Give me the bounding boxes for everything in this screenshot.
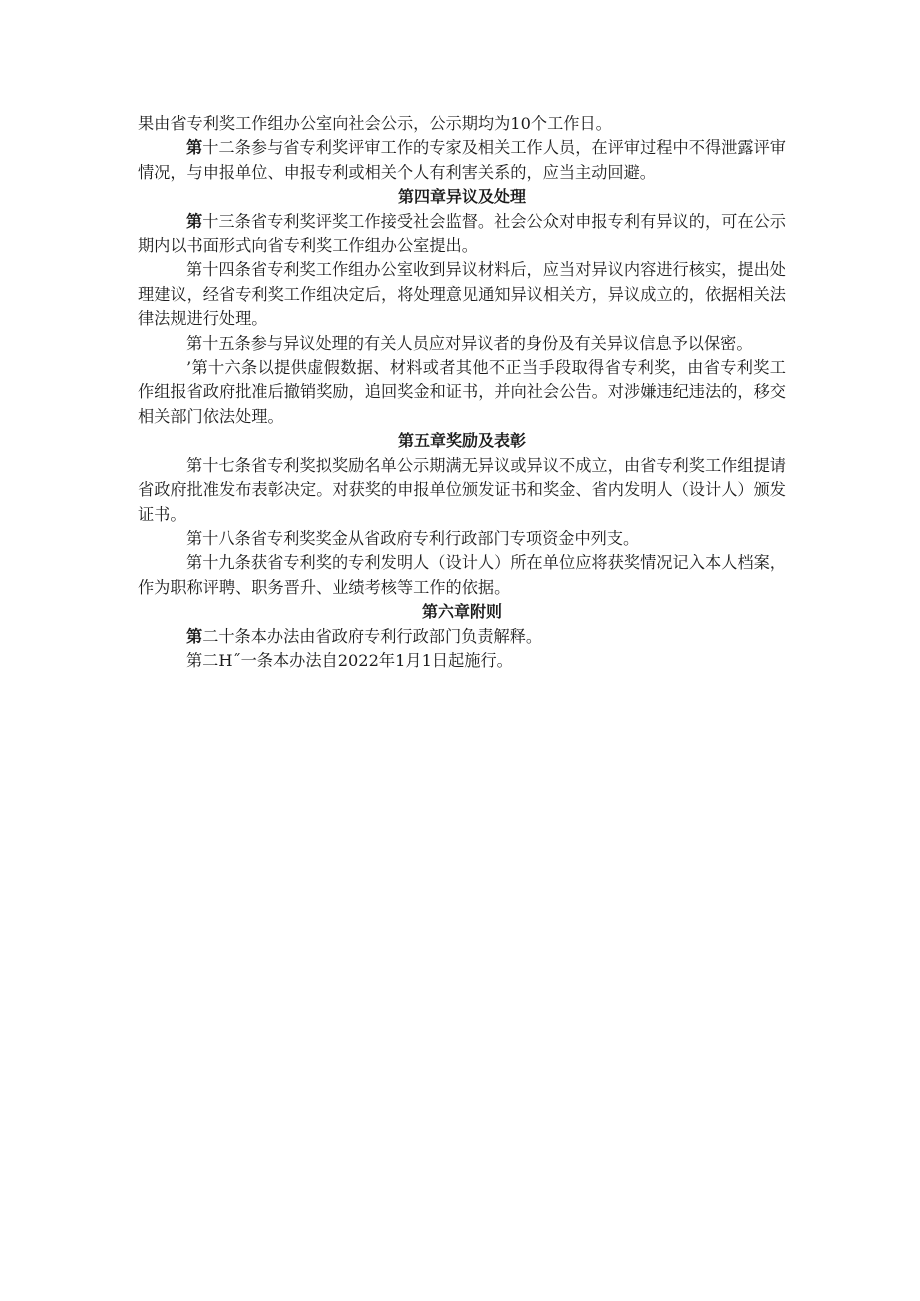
article-lead: 第 xyxy=(186,211,203,231)
paragraph-text: 果由省专利奖工作组办公室向社会公示，公示期均为10个工作日。 xyxy=(138,114,612,133)
article-15-paragraph xyxy=(138,332,786,356)
paragraph-text: 第二H˝一条本办法自2022年1月1日起施行。 xyxy=(186,650,513,670)
article-20-paragraph xyxy=(138,625,786,649)
paragraph-continuation xyxy=(138,112,786,136)
paragraph-text: 第十五条参与异议处理的有关人员应对异议者的身份及有关异议信息予以保密。 xyxy=(186,333,753,353)
paragraph-text: 十二条参与省专利奖评审工作的专家及相关工作人员，在评审过程中不得泄露评审情况，与申报单位、申报专利或相关个人有利害关系的，应当主动回避。 xyxy=(138,138,786,182)
chapter-4-heading: 第四章异议及处理 xyxy=(397,187,526,207)
article-21-paragraph xyxy=(138,649,786,673)
paragraph-text: 第十四条省专利奖工作组办公室收到异议材料后，应当对异议内容进行核实，提出处理建议，经省专利奖工作组决定后，将处理意见通知异议相关方，异议成立的，依据相关法律法规进行处理。 xyxy=(138,260,786,329)
article-16-paragraph xyxy=(138,356,786,429)
article-18-paragraph xyxy=(138,527,786,551)
document-page xyxy=(138,112,786,673)
paragraph-text: 第十九条获省专利奖的专利发明人（设计人）所在单位应将获奖情况记入本人档案，作为职称评聘、职务晋升、业绩考核等工作的依据。 xyxy=(138,553,786,597)
article-13-paragraph xyxy=(138,210,786,259)
article-lead: 第 xyxy=(186,626,203,646)
paragraph-text: 十三条省专利奖评奖工作接受社会监督。社会公众对申报专利有异议的，可在公示期内以书面形式向省专利奖工作组办公室提出。 xyxy=(138,211,786,256)
paragraph-text: 二十条本办法由省政府专利行政部门负责解释。 xyxy=(202,626,543,646)
article-17-paragraph xyxy=(138,454,786,527)
chapter-6-heading: 第六章附则 xyxy=(421,602,502,622)
article-19-paragraph xyxy=(138,551,786,600)
article-14-paragraph xyxy=(138,258,786,331)
article-12-paragraph xyxy=(138,136,786,185)
chapter-5-heading: 第五章奖励及表彰 xyxy=(397,431,526,451)
paragraph-text: 第十八条省专利奖奖金从省政府专利行政部门专项资金中列支。 xyxy=(186,528,640,548)
paragraph-text: 第十七条省专利奖拟奖励名单公示期满无异议或异议不成立，由省专利奖工作组提请省政府批准发布表彰决定。对获奖的申报单位颁发证书和奖金、省内发明人（设计人）颁发证书。 xyxy=(138,455,786,524)
article-lead: 第 xyxy=(186,138,203,158)
paragraph-text: ’第十六条以提供虚假数据、材料或者其他不正当手段取得省专利奖，由省专利奖工作组报省政府批准后撤销奖励，追回奖金和证书，并向社会公告。对涉嫌违纪违法的，移交相关部门依法处理。 xyxy=(138,358,786,426)
